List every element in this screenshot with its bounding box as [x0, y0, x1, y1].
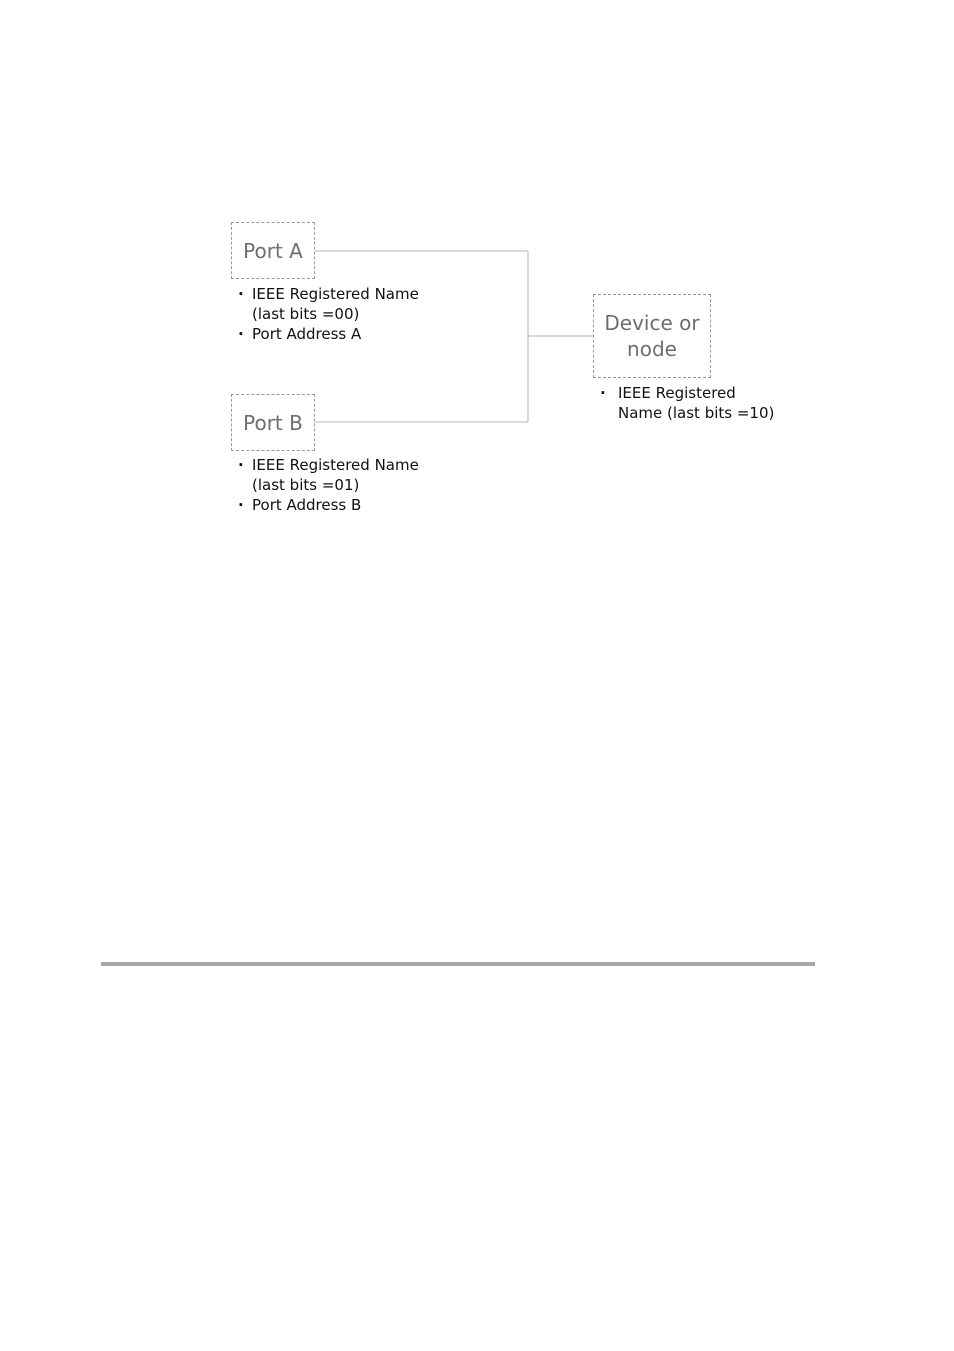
port-a-notes	[238, 284, 419, 344]
port-b-note-name-line2: (last bits =01)	[252, 476, 360, 494]
port-a-note-address	[238, 324, 419, 344]
port-b-note-name-line1: · IEEE Registered Name	[252, 456, 419, 474]
port-b-note-address-line1: · Port Address B	[252, 496, 362, 514]
device-label-line2: node	[627, 337, 677, 361]
port-a-box	[231, 222, 315, 279]
device-note-name-line1: · IEEE Registered	[618, 384, 736, 402]
device-notes	[600, 383, 774, 423]
port-b-note-address	[238, 495, 419, 515]
footer-divider	[101, 962, 815, 966]
port-a-note-name-line1: · IEEE Registered Name	[252, 285, 419, 303]
device-label	[604, 310, 699, 362]
device-box	[593, 294, 711, 378]
port-b-notes	[238, 455, 419, 515]
port-a-note-address-line1: · Port Address A	[252, 325, 362, 343]
device-note-name-line2: Name (last bits =10)	[618, 404, 775, 422]
port-b-label: Port B	[243, 410, 303, 435]
port-b-note-name	[238, 455, 419, 495]
device-label-line1: Device or	[604, 311, 700, 335]
port-b-box	[231, 394, 315, 451]
port-a-note-name-line2: (last bits =00)	[252, 305, 360, 323]
port-a-note-name	[238, 284, 419, 324]
port-a-label: Port A	[243, 238, 303, 263]
device-note-name	[600, 383, 774, 423]
